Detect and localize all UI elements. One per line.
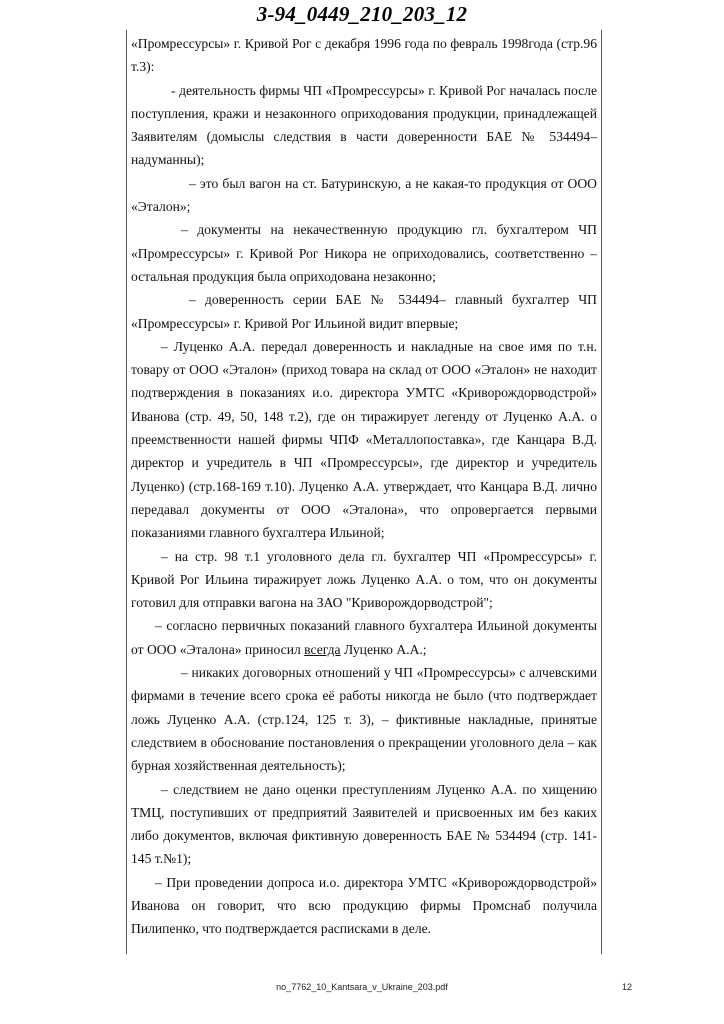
paragraph-8-text-a: – согласно первичных показаний главного бухгалтера Ильиной документы от ООО «Эталона» приносил [131, 618, 597, 657]
paragraph-8-underlined: всегда [304, 641, 341, 657]
document-body [131, 32, 597, 941]
paragraph-8-text-b: Луценко А.А.; [340, 641, 427, 657]
paragraph-6: – Луценко А.А. передал доверенность и накладные на свое имя по т.н. товару от ООО «Эталон» (приход товара на склад от ООО «Эталон» не находит подтверждения в показаниях и.о. директора УМТС «Криворождорводстрой» Иванова (стр. 49, 50, 148 т.2), где он тиражирует легенду от Луценко А.А. о преемственности нашей фирмы ЧПФ «Металлопоставка», где Канцара В.Д. директор и учредитель в ЧП «Промрессурсы», где директор и учредитель Луценко) (стр.168-169 т.10). Луценко А.А. утверждает, что Канцара В.Д. лично передавал документы от ООО «Эталона», что опровергается первыми показаниями главного бухгалтера Ильиной; [131, 338, 597, 541]
paragraph-11: – При проведении допроса и.о. директора УМТС «Криворождорводстрой» Иванова он говорит, что всю продукцию фирмы Промснаб получила Пилипенко, что подтверждается расписками в деле. [131, 874, 597, 937]
paragraph-2: - деятельность фирмы ЧП «Промрессурсы» г. Кривой Рог началась после поступления, кражи и незаконного оприходования продукции, принадлежащей Заявителям (домыслы следствия в части доверенности БАЕ № 534494– надуманны); [131, 82, 597, 168]
paragraph-10: – следствием не дано оценки преступлениям Луценко А.А. по хищению ТМЦ, поступивших от предприятий Заявителей и присвоенных им без каких либо документов, включая фиктивную доверенность БАЕ № 534494 (стр. 141-145 т.№1); [131, 781, 597, 867]
paragraph-7: – на стр. 98 т.1 уголовного дела гл. бухгалтер ЧП «Промрессурсы» г. Кривой Рог Ильина тиражирует ложь Луценко А.А. о том, что он документы готовил для отправки вагона на ЗАО "Криворождорводстрой"; [131, 548, 597, 611]
paragraph-1: «Промрессурсы» г. Кривой Рог с декабря 1996 года по февраль 1998года (стр.96 т.3): [131, 36, 597, 75]
footer-page-number: 12 [622, 982, 633, 992]
paragraph-9: – никаких договорных отношений у ЧП «Промрессурсы» с алчевскими фирмами в течение всего срока её работы никогда не было (что подтверждает ложь Луценко А.А. (стр.124, 125 т. 3), – фиктивные накладные, принятые следствием в обоснование постановления о прекращении уголовного дела – как бурная хозяйственная деятельность); [131, 665, 597, 774]
paragraph-5: – доверенность серии БАЕ № 534494– главный бухгалтер ЧП «Промрессурсы» г. Кривой Рог Ильиной видит впервые; [131, 292, 597, 331]
document-header-title: 3-94_0449_210_203_12 [256, 2, 468, 26]
paragraph-8 [131, 614, 597, 661]
paragraph-4: – документы на некачественную продукцию гл. бухгалтером ЧП «Промрессурсы» г. Кривой Рог Никора не оприходовались, соответственно – остальная продукция была оприходована незаконно; [131, 222, 597, 284]
footer-filename: no_7762_10_Kantsara_v_Ukraine_203.pdf [276, 982, 448, 992]
paragraph-3: – это был вагон на ст. Батуринскую, а не какая-то продукция от ООО «Эталон»; [131, 175, 597, 215]
